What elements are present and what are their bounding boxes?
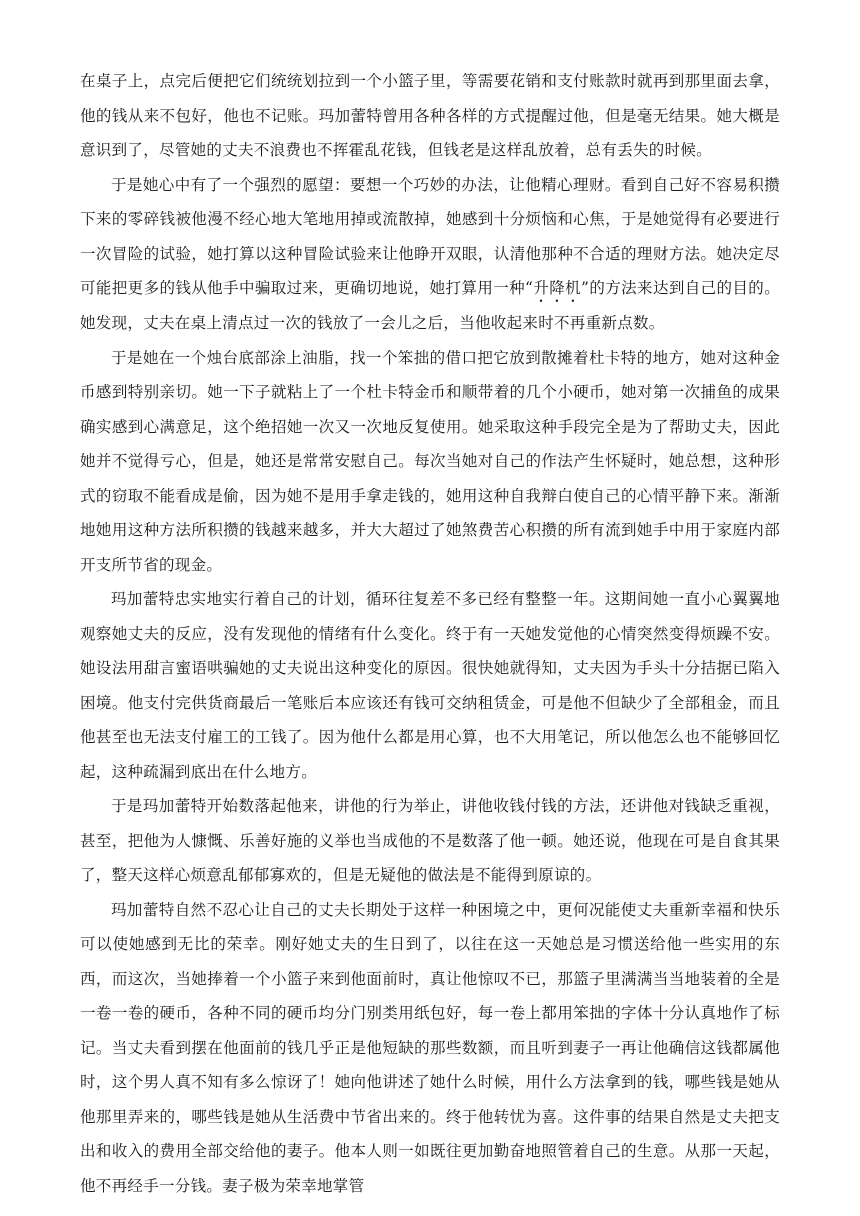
paragraph-2 — [80, 168, 780, 341]
paragraph-4: 玛加蕾特忠实地实行着自己的计划，循环往复差不多已经有整整一年。这期间她一直小心翼翼地观察她丈夫的反应，没有发现他的情绪有什么变化。终于有一天她发觉他的心情突然变得烦躁不安。她设法用甜言蜜语哄骗她的丈夫说出这种变化的原因。很快她就得知，丈夫因为手头十分拮据已陷入困境。他支付完供货商最后一笔账后本应该还有钱可交纳租赁金，可是他不但缺少了全部租金，而且他甚至也无法支付雇工的工钱了。因为他什么都是用心算，也不大用笔记，所以他怎么也不能够回忆起，这种疏漏到底出在什么地方。 — [80, 590, 780, 781]
paragraph-5: 于是玛加蕾特开始数落起他来，讲他的行为举止，讲他收钱付钱的方法，还讲他对钱缺乏重视，甚至，把他为人慷慨、乐善好施的义举也当成他的不是数落了他一顿。她还说，他现在可是自食其果了，整天这样心烦意乱郁郁寡欢的，但是无疑他的做法是不能得到原谅的。 — [80, 797, 780, 884]
paragraph-6: 玛加蕾特自然不忍心让自己的丈夫长期处于这样一种困境之中，更何况能使丈夫重新幸福和快乐可以使她感到无比的荣幸。刚好她丈夫的生日到了，以往在这一天她总是习惯送给他一些实用的东西，而这次，当她捧着一个小篮子来到他面前时，真让他惊叹不已，那篮子里满满当当地装着的全是一卷一卷的硬币，各种不同的硬币均分门别类用纸包好，每一卷上都用笨拙的字体十分认真地作了标记。当丈夫看到摆在他面前的钱几乎正是他短缺的那些数额，而且听到妻子一再让他确信这钱都属他时，这个男人真不知有多么惊讶了！她向他讲述了她什么时候，用什么方法拿到的钱，哪些钱是她从他那里弄来的，哪些钱是她从生活费中节省出来的。终于他转忧为喜。这件事的结果自然是丈夫把支出和收入的费用全部交给他的妻子。他本人则一如既往更加勤奋地照管着自己的生意。从那一天起，他不再经手一分钱。妻子极为荣幸地掌管 — [80, 900, 780, 1195]
emphasized-term: 升降机 — [533, 279, 582, 297]
paragraph-2-before: 于是她心中有了一个强烈的愿望：要想一个巧妙的办法，让他精心理财。看到自己好不容易积攒下来的零碎钱被他漫不经心地大笔地用掉或流散掉，她感到十分烦恼和心焦，于是她觉得有必要进行一次冒险的试验，她打算以这种冒险试验来让他睁开双眼，认清他那种不合适的理财方法。她决定尽可能把更多的钱从他手中骗取过来，更确切地说，她打算用一种“ — [80, 175, 780, 297]
paragraph-1: 在桌子上，点完后便把它们统统划拉到一个小篮子里，等需要花销和支付账款时就再到那里面去拿，他的钱从来不包好，他也不记账。玛加蕾特曾用各种各样的方式提醒过他，但是毫无结果。她大概是意识到了，尽管她的丈夫不浪费也不挥霍乱花钱，但钱老是这样乱放着，总有丢失的时候。 — [80, 72, 780, 159]
document-page — [80, 64, 780, 1203]
paragraph-3: 于是她在一个烛台底部涂上油脂，找一个笨拙的借口把它放到散摊着杜卡特的地方，她对这种金币感到特别亲切。她一下子就粘上了一个杜卡特金币和顺带着的几个小硬币，她对第一次捕鱼的成果确实感到心满意足，这个绝招她一次又一次地反复使用。她采取这种手段完全是为了帮助丈夫，因此她并不觉得亏心，但是，她还是常常安慰自己。每次当她对自己的作法产生怀疑时，她总想，这种形式的窃取不能看成是偷，因为她不是用手拿走钱的，她用这种自我辩白使自己的心情平静下来。渐渐地她用这种方法所积攒的钱越来越多，并大大超过了她煞费苦心积攒的所有流到她手中用于家庭内部开支所节省的现金。 — [80, 348, 780, 574]
paragraph-2-after: ”的方法来达到自己的目的。她发现，丈夫在桌上清点过一次的钱放了一会儿之后，当他收起来时不再重新点数。 — [80, 279, 780, 332]
